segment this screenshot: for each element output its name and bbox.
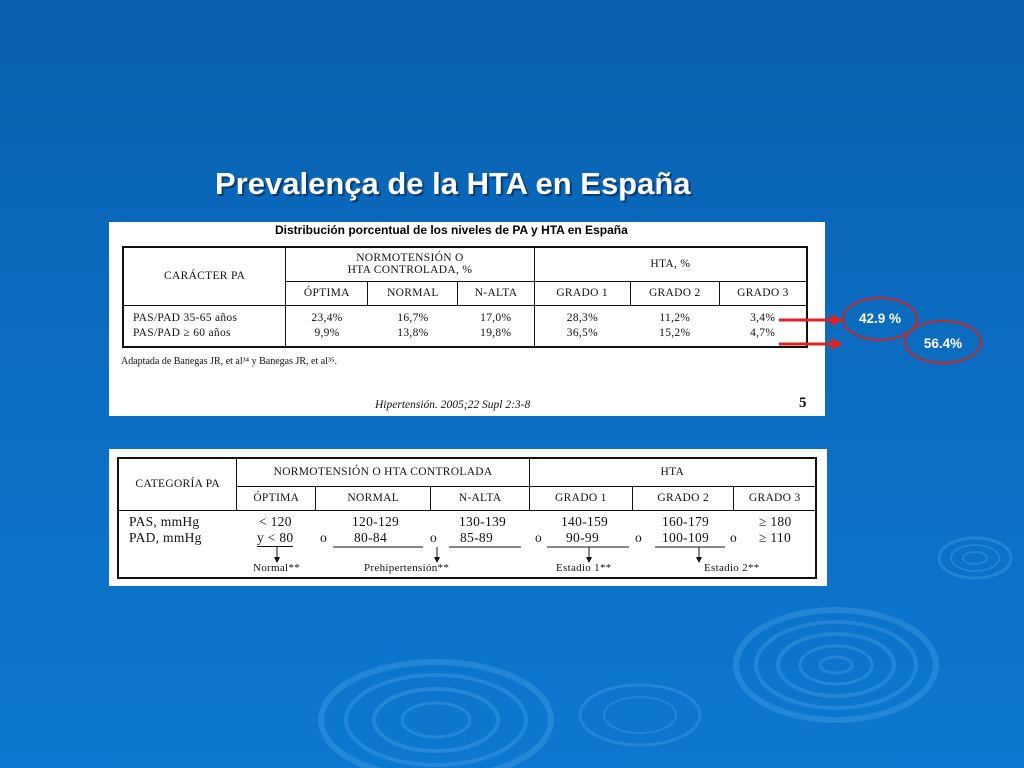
callout-429: 42.9 % (842, 297, 918, 341)
pad-n-alta: 85-89 (460, 529, 493, 545)
row-labels-2: PAS, mmHg PAD, mmHg (129, 513, 202, 545)
pas-n-alta: 130-139 (459, 513, 507, 529)
pas-grado1: 140-159 (561, 513, 609, 529)
col-grado3: 3,4% 4,7% (750, 311, 776, 339)
header-hta: HTA, % (534, 247, 807, 281)
header-caracter: CARÁCTER PA (123, 247, 286, 305)
col-grado2: 11,2% 15,2% (659, 311, 691, 339)
pas-normal: 120-129 (352, 513, 400, 529)
label-estadio1: Estadio 1** (556, 561, 612, 574)
label-estadio2: Estadio 2** (704, 561, 760, 574)
connector-1: o (320, 529, 328, 545)
col-optima: 23,4% 9,9% (311, 311, 343, 339)
sub-grado2: GRADO 2 (630, 281, 719, 305)
sub-n-alta: N-ALTA (458, 281, 534, 305)
sub2-grado3: GRADO 3 (734, 486, 816, 510)
sub2-optima: ÓPTIMA (237, 486, 316, 510)
sub-normal: NORMAL (368, 281, 458, 305)
label-prehipertension: Prehipertensión** (364, 561, 450, 574)
pad-normal: 80-84 (354, 529, 387, 545)
prevalence-table-panel (109, 222, 825, 416)
classification-table (117, 457, 817, 579)
callout-564: 56.4% (904, 320, 982, 364)
sub2-normal: NORMAL (316, 486, 431, 510)
pad-grado2: 100-109 (662, 529, 710, 545)
connector-2: o (430, 529, 438, 545)
pas-grado3: ≥ 180 (759, 513, 792, 529)
pad-optima: y < 80 (257, 529, 294, 545)
row-label-35-65: PAS/PAD 35-65 años (133, 311, 238, 324)
connector-4: o (635, 529, 643, 545)
sub2-grado2: GRADO 2 (633, 486, 734, 510)
col-n-alta: 17,0% 19,8% (480, 311, 512, 339)
header-normotension-2: NORMOTENSIÓN O HTA CONTROLADA (237, 458, 529, 486)
sub2-n-alta: N-ALTA (431, 486, 529, 510)
header-categoria: CATEGORÍA PA (118, 458, 237, 510)
table1-footnote: Adaptada de Banegas JR, et al³⁴ y Banegas JR, et al³⁵. (121, 356, 337, 367)
callout-arrows (775, 310, 845, 355)
connector-5: o (730, 529, 738, 545)
slide-title: Prevalença de la HTA en España (215, 166, 691, 201)
pad-grado1: 90-99 (566, 529, 599, 545)
sub-optima: ÓPTIMA (286, 281, 368, 305)
label-normal: Normal** (253, 561, 301, 574)
header-hta-2: HTA (529, 458, 816, 486)
header-normotension: NORMOTENSIÓN O HTA CONTROLADA, % (286, 247, 534, 281)
pas-grado2: 160-179 (662, 513, 710, 529)
classification-body (118, 510, 816, 578)
col-normal: 16,7% 13,8% (397, 311, 429, 339)
col-grado1: 28,3% 36,5% (534, 305, 630, 347)
classification-table-panel (109, 449, 827, 586)
table1-caption: Distribución porcentual de los niveles de PA y HTA en España (275, 223, 628, 237)
sub2-grado1: GRADO 1 (529, 486, 632, 510)
pas-optima: < 120 (259, 513, 292, 529)
prevalence-table (122, 246, 808, 348)
row-label-60: PAS/PAD ≥ 60 años (133, 326, 231, 339)
pad-grado3: ≥ 110 (759, 529, 792, 545)
page-number: 5 (799, 395, 807, 411)
row-labels (123, 305, 286, 347)
citation: Hipertensión. 2005;22 Supl 2:3-8 (375, 399, 531, 411)
connector-3: o (535, 529, 543, 545)
sub-grado1: GRADO 1 (534, 281, 630, 305)
sub-grado3: GRADO 3 (719, 281, 807, 305)
